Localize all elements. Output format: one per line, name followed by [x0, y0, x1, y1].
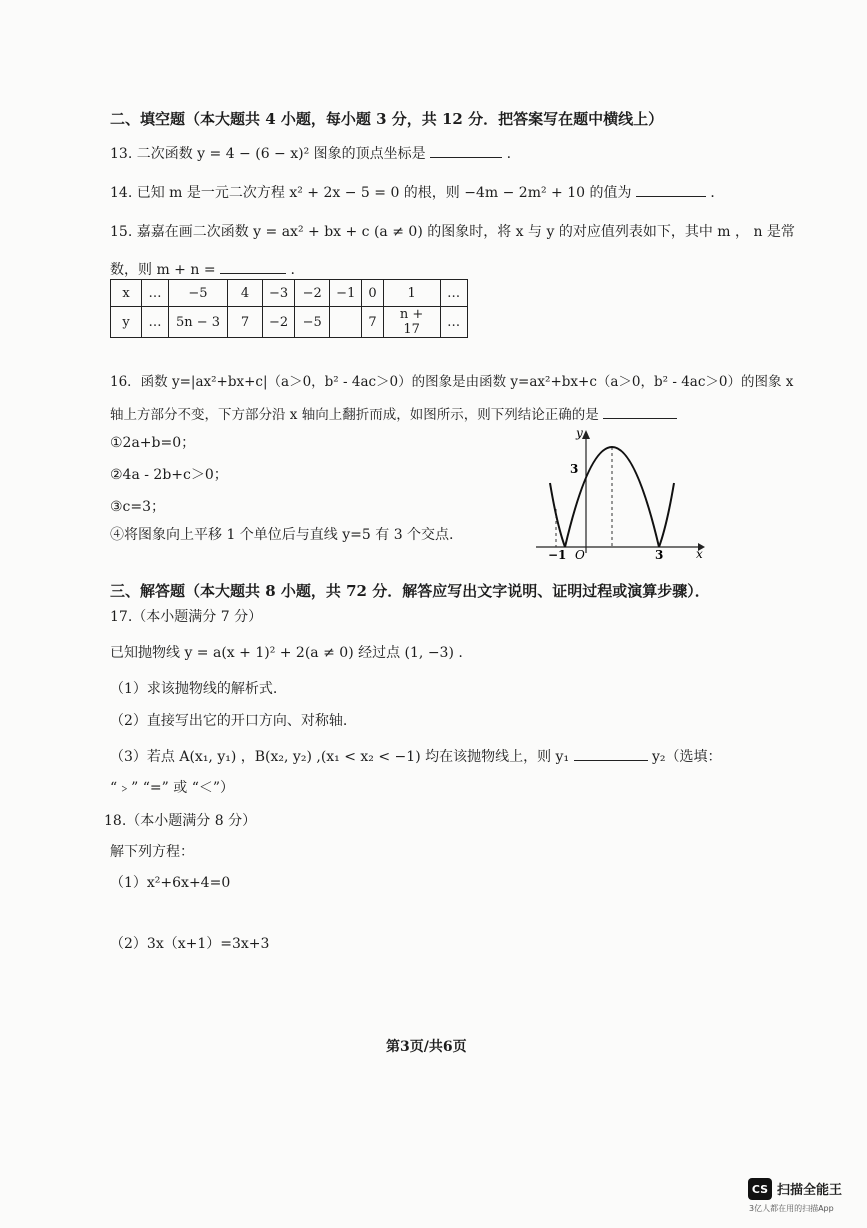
page-number: 第3页/共6页: [386, 1039, 467, 1055]
section-2-heading: 二、填空题（本大题共 4 小题，每小题 3 分，共 12 分．把答案写在题中横线上）: [110, 110, 664, 128]
table-cell: −2: [263, 307, 295, 338]
table-cell: −2: [295, 280, 330, 307]
table-cell: [330, 307, 362, 338]
table-cell: …: [440, 280, 467, 307]
value-table: [110, 279, 468, 338]
answer-blank-15: [220, 259, 286, 274]
answer-blank-17: [574, 746, 648, 761]
answer-blank-13: [430, 143, 502, 158]
question-14-text: 14. 已知 m 是一元二次方程 x² + 2x − 5 = 0 的根，则 −4m − 2m² + 10 的值为: [110, 185, 632, 201]
answer-blank-14: [636, 182, 706, 197]
y-tick-3: 3: [570, 462, 579, 476]
table-cell: 0: [362, 280, 383, 307]
section-3-heading: 三、解答题（本大题共 8 小题，共 72 分．解答应写出文字说明、证明过程或演算步骤）．: [110, 582, 710, 600]
question-18-part-1: （1）x²+6x+4=0: [110, 875, 231, 891]
question-16-line-2: [110, 403, 677, 423]
question-17-part-2: （2）直接写出它的开口方向、对称轴.: [110, 713, 348, 729]
table-cell: …: [440, 307, 467, 338]
table-cell: 7: [362, 307, 383, 338]
function-graph: [530, 425, 710, 560]
question-17-part-3-options: “﹥” “=” 或 “＜”）: [110, 780, 235, 796]
question-18-part-2: （2）3x（x+1）=3x+3: [110, 936, 270, 952]
question-15-line-2: [110, 259, 295, 279]
question-17-part-1: （1）求该抛物线的解析式.: [110, 681, 278, 697]
table-cell: 4: [228, 280, 263, 307]
question-17-part-3-end: y₂（选填：: [651, 749, 722, 765]
question-16-line-2-text: 轴上方部分不变，下方部分沿 x 轴向上翻折而成，如图所示，则下列结论正确的是: [110, 407, 599, 423]
question-13-end: .: [506, 146, 512, 162]
question-16-option-4: ④将图象向上平移 1 个单位后与直线 y=5 有 3 个交点.: [110, 527, 454, 543]
table-cell: x: [111, 280, 142, 307]
question-17-part-3-text: （3）若点 A(x₁, y₁) ，B(x₂, y₂) ,(x₁ < x₂ < −1) 均在该抛物线上，则 y₁: [110, 749, 570, 765]
question-13-text: 13. 二次函数 y = 4 − (6 − x)² 图象的顶点坐标是: [110, 146, 426, 162]
scanner-app-tagline: 3亿人都在用的扫描App: [749, 1204, 834, 1213]
question-17-part-3: [110, 746, 722, 766]
scanner-app-name: 扫描全能王: [777, 1183, 843, 1198]
scanner-logo: CS: [748, 1178, 772, 1200]
graph-curve-left-branch: [550, 483, 565, 547]
question-17-title: 17.（本小题满分 7 分）: [110, 609, 263, 625]
table-cell: …: [142, 307, 169, 338]
question-14: [110, 182, 724, 202]
table-row-y: [111, 307, 468, 338]
table-cell: −5: [169, 280, 228, 307]
table-cell: y: [111, 307, 142, 338]
origin-label: O: [575, 548, 585, 560]
question-15-end: .: [290, 262, 295, 278]
question-16-option-3: ③c=3；: [110, 499, 166, 515]
question-13: [110, 143, 511, 163]
question-16-line-1: 16．函数 y=|ax²+bx+c|（a＞0，b² - 4ac＞0）的图象是由函数 y=ax²+bx+c（a＞0，b² - 4ac＞0）的图象 x: [110, 374, 794, 390]
question-14-end: ．: [710, 185, 725, 201]
table-row-x: [111, 280, 468, 307]
table-cell: 1: [383, 280, 440, 307]
table-cell: −5: [295, 307, 330, 338]
question-16-option-1: ①2a+b=0；: [110, 435, 196, 451]
x-tick-neg1: −1: [548, 548, 567, 560]
question-15-line-1: 15. 嘉嘉在画二次函数 y = ax² + bx + c (a ≠ 0) 的图象时，将 x 与 y 的对应值列表如下，其中 m ， n 是常: [110, 224, 795, 240]
table-cell: …: [142, 280, 169, 307]
question-18-intro: 解下列方程：: [110, 844, 194, 860]
question-17-intro: 已知抛物线 y = a(x + 1)² + 2(a ≠ 0) 经过点 (1, −3) .: [110, 645, 463, 661]
question-16-option-2: ②4a - 2b+c＞0；: [110, 467, 228, 483]
x-axis-label: x: [696, 547, 703, 560]
answer-blank-16: [603, 404, 677, 419]
table-cell: n + 17: [383, 307, 440, 338]
table-cell: −3: [263, 280, 295, 307]
question-15-line-2-text: 数，则 m + n =: [110, 262, 216, 278]
table-cell: 7: [228, 307, 263, 338]
table-cell: 5n − 3: [169, 307, 228, 338]
y-axis-label: y: [576, 426, 583, 440]
question-18-title: 18.（本小题满分 8 分）: [104, 813, 257, 829]
y-axis-arrow: [582, 430, 590, 439]
x-tick-3: 3: [655, 548, 664, 560]
table-cell: −1: [330, 280, 362, 307]
graph-curve-right-branch: [659, 483, 674, 547]
